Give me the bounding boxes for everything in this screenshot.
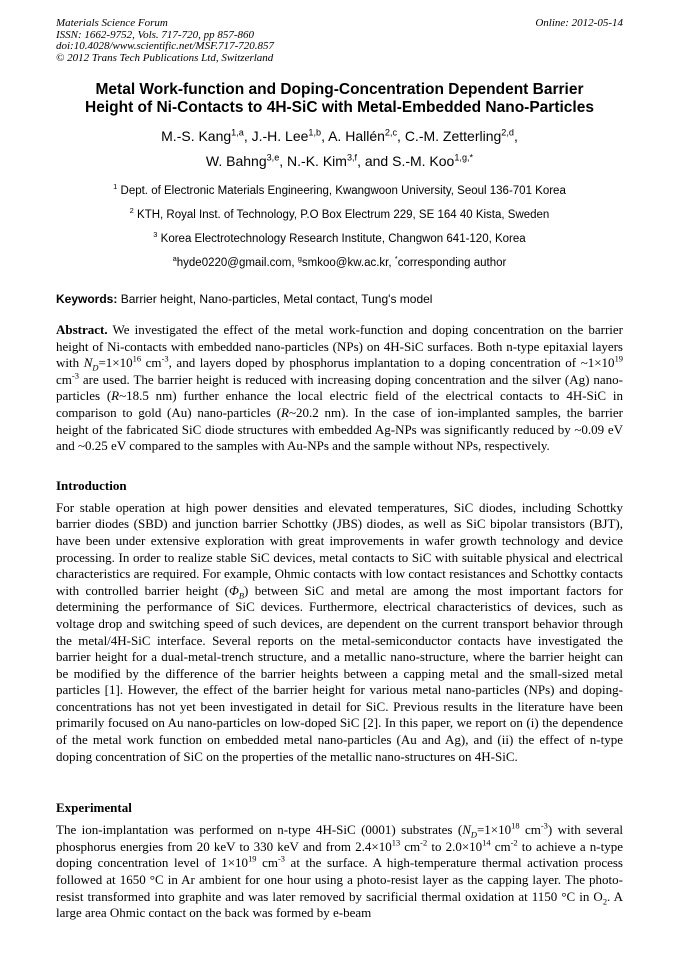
section-heading-experimental: Experimental (56, 800, 132, 816)
affiliation-2: $^2$ KTH, Royal Inst. of Technology, P.O Box Electrum 229, SE 164 40 Kista, Sweden (129, 206, 550, 221)
experimental-paragraph: The ion-implantation was performed on n-type 4H-SiC (0001) substrates ($N_D=1\times 10^{18}$ $cm^{-3}$) with several phosphorus energies from 20 keV to 330 keV and from $2.4\times 10^{13}$ $cm^{-2}$ to $2.0\times 10^{14}$ $cm^{-2}$ to achieve a n-type doping concentration level of $1\times 10^{19}$ $cm^{-3}$ at the surface. A high-temperature thermal activation process followed at 1650 °C in Ar ambient for one hour using a photo-resist layer as the capping layer. The photo-resist transformed into graphite and was later removed by sacrificial thermal oxidation at 1150 °C in $O_2$. A large area Ohmic contact on the back was formed by e-beam (56, 820, 624, 921)
title-line-1: Metal Work-function and Doping-Concentration Dependent Barrier (95, 81, 584, 98)
authors-line-1: M.-S. Kang$^{1,a}$, J.-H. Lee$^{1,b}$, A. Hallén$^{2,c}$, C.-M. Zetterling$^{2,d}$, (161, 127, 518, 144)
section-heading-introduction: Introduction (56, 477, 127, 493)
copyright-line: © 2012 Trans Tech Publications Ltd, Switzerland (56, 51, 274, 64)
journal-name: Materials Science Forum (56, 17, 168, 29)
paper-title (56, 81, 623, 117)
author-list (56, 124, 623, 174)
author-emails: $^a$hyde0220@gmail.com, $^g$smkoo@kw.ac.kr, *corresponding author (172, 254, 507, 269)
online-date: Online: 2012-05-14 (535, 17, 623, 29)
journal-header-left (56, 18, 274, 64)
affiliations (56, 179, 623, 275)
title-line-2: Height of Ni-Contacts to 4H-SiC with Metal-Embedded Nano-Particles (85, 99, 594, 116)
abstract-paragraph: Abstract. We investigated the effect of the metal work-function and doping concentration on the barrier height of Ni-contacts with embedded nano-particles (NPs) on 4H-SiC surfaces. Both n-type epitaxial layers with $N_D=1\times 10^{16}$ $cm^{-3}$, and layers doped by phosphorus implantation to a doping concentration of $\sim 1\times 10^{19}$ $cm^{-3}$ are used. The barrier height is reduced with increasing doping concentration and the silver (Ag) nano-particles (R~18.5 nm) further enhance the local electric field of the electrical contacts to 4H-SiC in comparison to gold (Au) nano-particles (R~20.2 nm). In the case of ion-implanted samples, the barrier height of the fabricated SiC diode structures with embedded Ag-NPs was significantly reduced by ~0.09 eV and ~0.25 eV compared to the samples with Au-NPs and the sample without NPs, respectively. (56, 322, 623, 454)
journal-header (56, 18, 623, 64)
introduction-paragraph: For stable operation at high power densities and elevated temperatures, SiC diodes, including Schottky barrier diodes (SBD) and junction barrier Schottky (JBS) diodes, as well as SiC bipolar transistors (BJT), have been under extensive exploration with great improvements in wafer growth technology and device processing. In order to realize stable SiC devices, metal contacts to SiC with suitable physical and electrical characteristics are required. For example, Ohmic contacts with low contact resistances and Schottky contacts with controlled barrier height $(\Phi_B)$ between SiC and metal are among the most important factors for determining the performance of SiC devices. Furthermore, electrical characteristics of devices, such as voltage drop and switching speed of such devices, are dependent on the current transport behavior through the metal/4H-SiC interface. Several reports on the metal-semiconductor contacts have investigated the barrier height for a dual-metal-trench structure, and a metallic nano-structure, where the barrier height can be modified by the difference of the barrier heights between a capping metal and the small-sized metal particles [1]. However, the effect of the barrier height for various metal nano-particles (NPs) and doping-concentrations has not yet been investigated in detail for SiC. Previous results in the literature have been primarily focused on Au nano-particles on low-doped SiC [2]. In this paper, we report on (i) the dependence of the metal work function on embedded metal nano-particles (Au and Ag), and (ii) the effect of n-type doping concentration of SiC on the properties of the metallic nano-structures on 4H-SiC. (56, 499, 623, 764)
authors-line-2: W. Bahng$^{3,e}$, N.-K. Kim$^{3,f}$, and S.-M. Koo$^{1,g,*}$ (205, 152, 474, 169)
affiliation-3: $^3$ Korea Electrotechnology Research Institute, Changwon 641-120, Korea (153, 230, 526, 245)
keywords-line (56, 292, 623, 307)
keywords-label: Keywords: (56, 292, 118, 306)
affiliation-1: $^1$ Dept. of Electronic Materials Engineering, Kwangwoon University, Seoul 136-701 Korea (113, 182, 566, 197)
keywords-text: Barrier height, Nano-particles, Metal contact, Tung's model (117, 292, 433, 306)
issn-line: ISSN: 1662-9752, Vols. 717-720, pp 857-860 (56, 28, 254, 41)
doi-line: doi:10.4028/www.scientific.net/MSF.717-720.857 (56, 40, 275, 52)
